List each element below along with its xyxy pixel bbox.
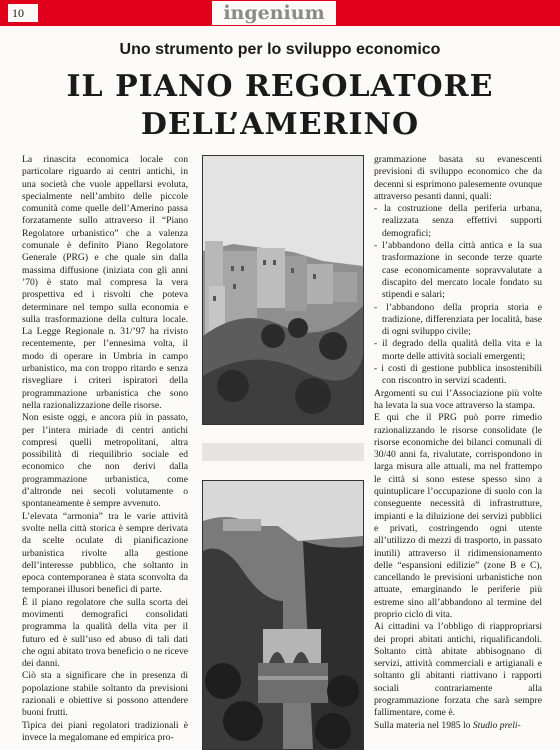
paragraph: La rinascita economica locale con particolare riguardo ai centri antichi, in una società che vuole appellarsi evoluta, specialmente nell’ambito delle piccole comunità come quelle dell’Amerino passa forzatamente sullo attraverso il “Piano Regolatore urbanistico” che a valenza comunale è definito Piano Regolatore Generale (PRG) e che quale sin dalla massima diffusione (iniziata con gli anni ’70) è stato mal compresa la vera prospettiva ed i risvolti che poteva determinare nel tempo sulla economia e sulla trasformazione della cultura locale. La Legge Regionale n. 31/’97 ha rivisto recentemente, per l’ennesima volta, il modo di operare in Umbria in campo urbanistico, ma con troppo ritardo e senza risvegliare i criteri ispiratori della programmazione urbanistica che sono nella razionalizzazione delle risorse.	[22, 154, 188, 411]
page-number: 10	[8, 4, 38, 22]
paragraph: Tipica dei piani regolatori tradizionali è invece la megalomane ed empirica pro-	[22, 719, 188, 743]
list-item: - il degrado della qualità della vita e la morte delle attività sociali emergenti;	[374, 338, 542, 362]
text-run: Sulla materia nel 1985 lo	[374, 719, 473, 731]
damage-list	[374, 203, 542, 387]
article-title	[0, 68, 560, 144]
left-column	[22, 154, 188, 744]
paragraph: Ai cittadini va l’obbligo di riappropriarsi dei propri abitati antichi, riqualificandoli. Soltanto città abitate abbisognano di servizi, attività commerciali e artigianali e soltanto gli abitanti riattivano i rapporti sociali contrariamente alla programmazione forzata che sarà sempre fallimentare, come è.	[374, 621, 542, 719]
paragraph: grammazione basata su evanescenti previsioni di sviluppo economico che da decenni si esprimono palesemente ovunque attraverso pesanti danni, quali:	[374, 154, 542, 202]
photo-divider	[202, 443, 364, 461]
river-bridge-illustration	[203, 481, 363, 749]
article-subtitle: Uno strumento per lo sviluppo economico	[119, 41, 441, 58]
list-item: - l’abbandono della città antica e la sua trasformazione in seconde terze quarte case economicamente sopravvalutate a discapito del mercato locale fondato su stipendi e salari;	[374, 240, 542, 301]
article-title-line-2: DELL’AMERINO	[140, 107, 420, 142]
list-item: - l’abbandono della propria storia e tradizione, differenziata per località, base di ogni sviluppo civile;	[374, 301, 542, 338]
article-title-line-1: IL PIANO REGOLATORE	[66, 69, 494, 104]
paragraph: L’elevata “armonia” tra le varie attività svolte nella città storica è sempre derivata da scelte oculate di pianificazione urbanistica rivolte alla gestione dell’interesse pubblico, che soltanto in epoca contemporanea è stata sconvolta da temporanei illusori benefici di parte.	[22, 510, 188, 596]
paragraph: È il piano regolatore che sulla scorta dei movimenti demografici consolidati programma la qualità della vita per il futuro ed è sull’uso ed abuso di tali dati che ogni abitato trova beneficio o ne riceve dei danni.	[22, 596, 188, 670]
list-item: - i costi di gestione pubblica insostenibili con riscontro in servizi scadenti.	[374, 363, 542, 387]
right-column	[374, 154, 542, 732]
paragraph: Non esiste oggi, e ancora più in passato, per l’intera miriade di centri antichi compresi quelli metropolitani, altra possibilità di riequilibrio sociale ed economico che non derivi dalla programmazione urbanistica, come d’altronde nei secoli volutamente o spontaneamente è sempre avvenuto.	[22, 412, 188, 510]
paragraph: Argomenti su cui l’Associazione più volte ha levata la sua voce attraverso la stampa.	[374, 387, 542, 411]
italic-text-run: Studio preli-	[472, 719, 521, 731]
paragraph	[374, 720, 542, 732]
list-item: - la costruzione della periferia urbana, realizzata senza effettivi supporti demografici;	[374, 203, 542, 239]
paragraph: E qui che il PRG può porre rimedio razionalizzando le risorse consolidate (le risorse economiche dei bilanci comunali di 30/40 anni fa, rivalutate, corrispondono in larga misura alle attuali, ma nel frattempo le città si sono estese spesso sino a quintuplicare l’occupazione di suolo con la conseguente necessità di infrastrutture, impianti e la diluizione dei servizi pubblici e privati, costringendo ogni utente all’utilizzo di mezzi di trasporto, in passato inutili) attraverso il ridimensionamento delle “espansioni edilizie” (zone B e C), cancellando le previsioni urbanistiche non attuate, emarginando le periferie più estreme sino all’abbandono al termine del proprio ciclo di vita.	[374, 412, 542, 620]
magazine-title: ingenium	[212, 1, 336, 25]
paragraph: Ciò sta a significare che in presenza di popolazione stabile soltanto da previsioni razionali e obiettive si possono attendere buoni frutti.	[22, 670, 188, 719]
hillside-town-photo	[202, 155, 364, 425]
river-bridge-photo	[202, 480, 364, 750]
hillside-town-illustration	[203, 156, 363, 424]
